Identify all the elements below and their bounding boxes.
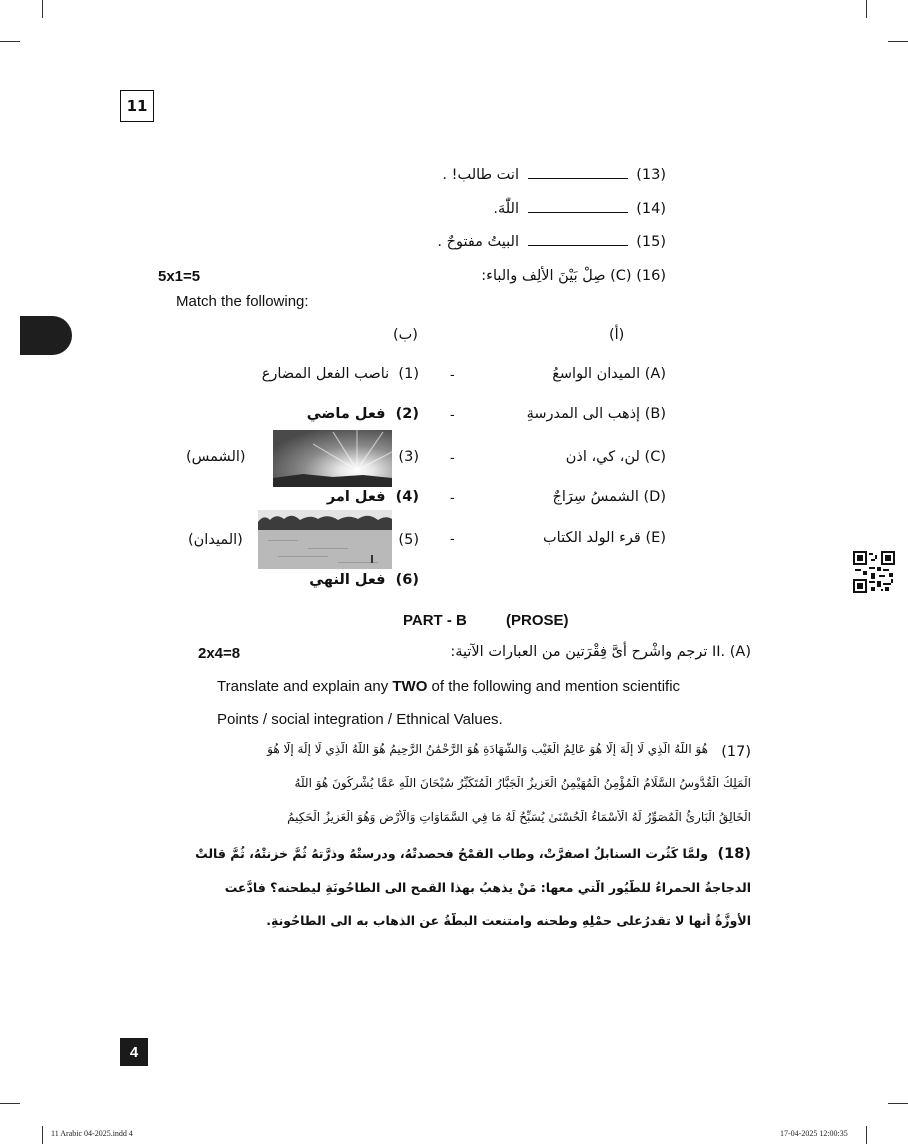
match-option-3 (398, 449, 419, 465)
match-option-4 (327, 489, 419, 505)
question-18-line-3: الأوزَّةُ أنها لا تقدرُعلى حمْلِهِ وطحنه وامتنعت البطَّةُ عن الذهاب به الى الطاحُونةِ. (266, 913, 751, 928)
option-number: (5) (398, 532, 419, 548)
question-17-line-3: الْخَالِقُ الْبَارِئُ الْمُصَوِّرُ لَهُ الْأَسْمَاءُ الْحُسْنَىٰ يُسَبِّحُ لَهُ مَا فِي السَّمَاوَاتِ وَالْأَرْضِ وَهُوَ الْعَزِيزُ الْحَكِيمُ (287, 810, 751, 824)
question-17-number: (17) (721, 744, 751, 760)
item-text: لن، كي، اذن (565, 449, 640, 465)
blank-line (528, 245, 628, 246)
page-number: 4 (120, 1038, 148, 1066)
question-14 (493, 201, 666, 217)
item-key: (C) (644, 449, 666, 465)
question-number: (16) (636, 268, 666, 284)
column-a-header: (أ) (609, 327, 625, 343)
unit-number-box: 11 (120, 90, 154, 122)
item-text: الشمسُ سِرَاجٌ (552, 489, 639, 505)
question-text: (A) ترجم واشْرح أىَّ فِقْرَتين من العبارات الآتية: (450, 644, 751, 660)
match-dash: - (450, 366, 455, 382)
column-b-header: (ب) (393, 327, 418, 343)
question-number: (15) (636, 234, 666, 250)
crop-mark (0, 1103, 20, 1104)
question-15 (437, 234, 666, 250)
option-5-label: (الميدان) (188, 532, 243, 548)
question-text: صِلْ بَيْنَ الألِف والباء: (481, 268, 606, 284)
crop-mark (866, 1126, 867, 1144)
match-option-2 (307, 406, 419, 422)
question-number: (14) (636, 201, 666, 217)
question-text: البيتُ مفتوحٌ . (437, 234, 519, 250)
question-17-line-2: الْمَلِكُ الْقُدُّوسُ السَّلَامُ الْمُؤْمِنُ الْمُهَيْمِنُ الْعَزِيزُ الْجَبَّارُ الْمُتَكَبِّرُ سُبْحَانَ اللَّهِ عَمَّا يُشْرِكُونَ هُوَ اللَّهُ (294, 776, 751, 790)
sun-photo (273, 430, 392, 487)
side-tab-marker (20, 316, 72, 355)
item-text: قرء الولد الكتاب (543, 530, 641, 546)
question-18-number: (18) (717, 846, 751, 862)
match-item-c (566, 449, 666, 465)
item-key: (E) (645, 530, 666, 546)
crop-mark (42, 0, 43, 18)
item-key: (A) (644, 366, 666, 382)
item-text: إذهب الى المدرسةِ (526, 406, 641, 422)
question-2-heading (450, 644, 751, 660)
crop-mark (888, 1103, 908, 1104)
match-item-a (552, 366, 666, 382)
match-item-b (527, 406, 666, 422)
match-option-5 (398, 532, 419, 548)
crop-mark (0, 41, 20, 42)
blank-line (528, 178, 628, 179)
instruction-text: of the following and mention scientific (427, 678, 681, 695)
item-key: (D) (643, 489, 666, 505)
question-2-marks: 2x4=8 (198, 645, 241, 662)
item-key: (B) (644, 406, 666, 422)
part-b-subtitle: (PROSE) (506, 612, 569, 629)
part-b-title: PART - B (403, 612, 467, 629)
option-text: فعل النهي (309, 572, 386, 588)
instruction-text: Translate and explain any (217, 678, 393, 695)
question-number: II. (711, 644, 726, 660)
footer-timestamp: 17-04-2025 12:00:35 (780, 1129, 848, 1138)
match-instruction: Match the following: (176, 293, 309, 310)
option-text: فعل امر (326, 489, 386, 505)
option-number: (4) (395, 489, 419, 505)
match-item-e (543, 530, 666, 546)
option-text: ناصب الفعل المضارع (261, 366, 390, 382)
match-option-1 (262, 366, 419, 382)
marks-label: 5x1=5 (158, 268, 201, 285)
crop-mark (888, 41, 908, 42)
footer-file-info: 11 Arabic 04-2025.indd 4 (51, 1129, 133, 1138)
option-text: فعل ماضي (306, 406, 386, 422)
match-option-6 (309, 572, 419, 588)
question-2-instruction (217, 678, 680, 695)
question-18-line-2: الدجاجةُ الحمراءُ للطُّيُورِ الَّتي معها: مَنْ يذهبُ بهذا القمح الى الطاحُونَةِ ليطحنه؟ فادَّعت (224, 880, 751, 895)
question-number: (13) (636, 167, 666, 183)
option-number: (3) (398, 449, 419, 465)
option-number: (6) (395, 572, 419, 588)
match-dash: - (450, 406, 455, 422)
match-item-d (552, 489, 666, 505)
crop-mark (866, 0, 867, 18)
question-17-line-1: هُوَ اللَّهُ الَّذِي لَا إِلَٰهَ إِلَّا هُوَ عَالِمُ الْغَيْبِ وَالشَّهَادَةِ هُوَ الرَّحْمَٰنُ الرَّحِيمُ هُوَ اللَّهُ الَّذِي لَا إِلَٰهَ إِلَّا هُوَ (267, 742, 708, 756)
match-dash: - (450, 489, 455, 505)
blank-line (528, 212, 628, 213)
question-2-instruction-line2: Points / social integration / Ethnical Values. (217, 711, 503, 728)
question-18-line-1: ولمَّا كَثُرت السنابلُ اصفرَّتْ، وطاب القمْحُ فحصدتْهُ، ودرستْهُ وذرَّتهُ ثُمَّ خزنتْهُ، ثُمَّ قالتْ (195, 846, 708, 861)
item-text: الميدان الواسعُ (552, 366, 641, 382)
question-13 (442, 167, 666, 183)
question-16 (481, 268, 666, 284)
question-text: اللّٰهَ. (493, 201, 519, 217)
match-dash: - (450, 530, 455, 546)
field-photo (258, 510, 392, 569)
crop-mark (42, 1126, 43, 1144)
option-number: (2) (395, 406, 419, 422)
question-text: انت طالب! . (442, 167, 519, 183)
instruction-emphasis: TWO (392, 678, 428, 695)
option-number: (1) (398, 366, 419, 382)
qr-code (853, 551, 895, 593)
match-dash: - (450, 449, 455, 465)
question-label: (C) (610, 268, 632, 284)
option-3-label: (الشمس) (186, 449, 246, 465)
